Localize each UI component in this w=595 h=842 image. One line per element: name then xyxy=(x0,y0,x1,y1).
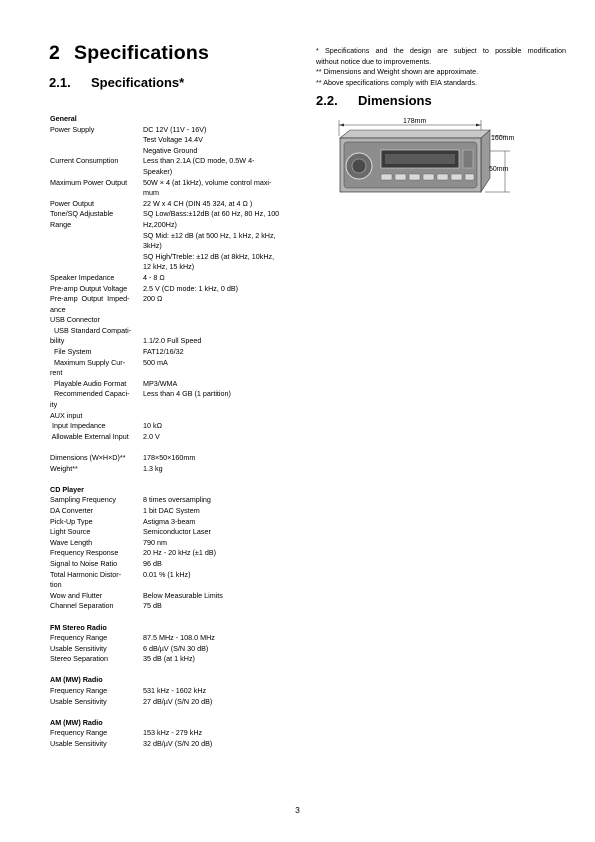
section-heading-dimensions xyxy=(316,93,432,108)
spec-value: Less than 4 GB (1 partition) xyxy=(143,389,231,399)
spec-row xyxy=(50,739,310,750)
spec-label: Channel Separation xyxy=(50,601,114,611)
spec-value: 8 times oversampling xyxy=(143,495,211,505)
chapter-title-text: Specifications xyxy=(74,42,210,64)
spec-label: Maximum Power Output xyxy=(50,177,128,187)
spec-label: Usable Sensitivity xyxy=(50,739,107,749)
spec-label: Usable Sensitivity xyxy=(50,696,107,706)
spec-value xyxy=(143,326,303,337)
spec-row xyxy=(50,347,310,358)
section-number: 2.1. xyxy=(49,75,71,90)
spec-label xyxy=(50,188,143,199)
spec-label: USB Standard Compati- xyxy=(50,325,132,335)
spec-value: 96 dB xyxy=(143,558,162,568)
spec-row xyxy=(50,188,310,199)
spec-label: ance xyxy=(50,304,66,314)
spec-value: mum xyxy=(143,188,159,198)
note-line: ** Above specifications comply with EIA standards. xyxy=(316,77,478,87)
spec-label: Power Supply xyxy=(50,124,95,134)
spec-label: Frequency Range xyxy=(50,633,108,643)
spec-row xyxy=(50,580,310,591)
spec-row xyxy=(50,209,310,220)
spec-row xyxy=(50,220,310,231)
spec-label: Recommended Capaci- xyxy=(50,389,130,399)
spec-value xyxy=(143,400,303,411)
spec-row xyxy=(50,400,310,411)
head-unit-body xyxy=(340,130,490,192)
spec-label xyxy=(50,252,143,263)
spec-label xyxy=(50,231,143,242)
spec-row xyxy=(50,506,310,517)
spec-label: File System xyxy=(50,347,92,357)
spec-row xyxy=(50,125,310,136)
spec-value: MP3/WMA xyxy=(143,378,178,388)
spec-label: Power Output xyxy=(50,198,94,208)
spec-value xyxy=(143,315,303,326)
spec-label: Usable Sensitivity xyxy=(50,643,107,653)
spec-row xyxy=(50,284,310,295)
spec-value: 1.1/2.0 Full Speed xyxy=(143,336,202,346)
spec-label xyxy=(50,146,143,157)
spec-label: Pick-Up Type xyxy=(50,516,93,526)
spec-row xyxy=(50,305,310,316)
spec-value: 4 - 8 Ω xyxy=(143,272,165,282)
spec-section-title: CD Player xyxy=(50,484,84,494)
spec-label: Playable Audio Format xyxy=(50,378,127,388)
spec-value xyxy=(143,305,303,316)
spec-label: Signal to Noise Ratio xyxy=(50,558,118,568)
spacer xyxy=(50,612,310,623)
spec-row xyxy=(50,262,310,273)
spec-row xyxy=(50,432,310,443)
spec-row xyxy=(50,601,310,612)
spec-value: SQ Mid: ±12 dB (at 500 Hz, 1 kHz, 2 kHz, xyxy=(143,230,276,240)
spec-row xyxy=(50,453,310,464)
spec-row xyxy=(50,199,310,210)
spec-value: 27 dB/µV (S/N 20 dB) xyxy=(143,696,213,706)
spec-value: 32 dB/µV (S/N 20 dB) xyxy=(143,739,213,749)
spec-row xyxy=(50,273,310,284)
spec-row xyxy=(50,464,310,475)
spec-label: Frequency Range xyxy=(50,686,108,696)
spec-label: Weight** xyxy=(50,463,78,473)
spec-label: Wave Length xyxy=(50,537,93,547)
spec-value: 790 nm xyxy=(143,537,167,547)
spec-row xyxy=(50,368,310,379)
spec-value: 531 kHz - 1602 kHz xyxy=(143,686,207,696)
spec-label xyxy=(50,262,143,273)
spec-label: AUX input xyxy=(50,410,83,420)
spec-section-title: AM (MW) Radio xyxy=(50,717,103,727)
spec-value: 500 mA xyxy=(143,357,168,367)
spec-section-title: AM (MW) Radio xyxy=(50,675,103,685)
spec-value: 22 W x 4 CH (DIN 45 324, at 4 Ω ) xyxy=(143,198,253,208)
spec-value: 2.5 V (CD mode: 1 kHz, 0 dB) xyxy=(143,283,239,293)
spec-value xyxy=(143,368,303,379)
spec-row xyxy=(50,591,310,602)
spec-row xyxy=(50,697,310,708)
spec-label: Range xyxy=(50,219,72,229)
spec-label: DA Converter xyxy=(50,505,94,515)
spec-row xyxy=(50,379,310,390)
spec-label: Stereo Separation xyxy=(50,654,108,664)
section-number: 2.2. xyxy=(316,93,338,108)
spec-section-title: General xyxy=(50,114,77,123)
spec-value: 2.0 V xyxy=(143,431,160,441)
spec-value: Hz,200Hz) xyxy=(143,219,177,229)
spec-row xyxy=(50,548,310,559)
spec-value: 0.01 % (1 kHz) xyxy=(143,569,191,579)
spec-label: Input Impedance xyxy=(50,421,106,431)
spec-label: bility xyxy=(50,336,65,346)
spec-row xyxy=(50,231,310,242)
spec-row xyxy=(50,644,310,655)
spec-value: 75 dB xyxy=(143,601,162,611)
spec-value: 35 dB (at 1 kHz) xyxy=(143,654,195,664)
spec-row xyxy=(50,538,310,549)
spec-label: Maximum Supply Cur- xyxy=(50,357,126,367)
spec-row xyxy=(50,326,310,337)
spec-row xyxy=(50,241,310,252)
spec-value: Negative Ground xyxy=(143,145,198,155)
spec-value: 50W × 4 (at 1kHz), volume control maxi- xyxy=(143,177,272,187)
spec-row xyxy=(50,421,310,432)
spec-value: 20 Hz - 20 kHz (±1 dB) xyxy=(143,548,217,558)
spec-value: Less than 2.1A (CD mode, 0.5W 4- xyxy=(143,156,255,166)
spec-label: Allowable External Input xyxy=(50,431,129,441)
spec-label: Pre-amp Output Voltage xyxy=(50,283,128,293)
spec-row xyxy=(50,358,310,369)
spec-row xyxy=(50,411,310,422)
spec-label: ity xyxy=(50,400,58,410)
spec-value: 10 kΩ xyxy=(143,421,162,431)
spec-label: Frequency Range xyxy=(50,728,108,738)
spec-value: 1.3 kg xyxy=(143,463,163,473)
spec-label xyxy=(50,241,143,252)
spec-row xyxy=(50,336,310,347)
spec-table xyxy=(50,114,310,750)
note-line: * Specifications and the design are subject to possible modification xyxy=(316,46,566,55)
spec-value xyxy=(143,411,303,422)
spec-row xyxy=(50,178,310,189)
spec-row xyxy=(50,389,310,400)
spec-row xyxy=(50,294,310,305)
spec-row xyxy=(50,146,310,157)
spec-label: Light Source xyxy=(50,527,91,537)
chapter-number: 2 xyxy=(49,42,61,64)
spec-value: 6 dB/µV (S/N 30 dB) xyxy=(143,643,209,653)
spec-value: 178×50×160mm xyxy=(143,453,196,462)
spec-value: 3kHz) xyxy=(143,241,162,251)
spec-value: 200 Ω xyxy=(143,294,163,304)
note-line: ** Dimensions and Weight shown are approximate. xyxy=(316,67,479,76)
spec-label xyxy=(50,135,143,146)
section-title: Dimensions xyxy=(358,93,432,108)
spec-value: FAT12/16/32 xyxy=(143,347,184,357)
spec-label: Pre-amp Output Imped- xyxy=(50,294,130,304)
width-label: 178mm xyxy=(403,118,427,125)
spacer xyxy=(50,442,310,453)
height-label: 50mm xyxy=(489,166,509,173)
depth-label: 160mm xyxy=(491,135,515,142)
spec-label: Wow and Flutter xyxy=(50,590,103,600)
spec-label: USB Connector xyxy=(50,315,100,325)
spec-row xyxy=(50,570,310,581)
unit-dimension-drawing xyxy=(335,116,515,198)
spec-label: tion xyxy=(50,580,62,590)
spec-value: 1 bit DAC System xyxy=(143,505,200,515)
spec-label: Total Harmonic Distor- xyxy=(50,569,122,579)
spacer xyxy=(50,707,310,718)
spec-value: Below Measurable Limits xyxy=(143,590,223,600)
spec-row xyxy=(50,167,310,178)
chapter-title xyxy=(49,42,209,65)
spec-value: Test Voltage 14.4V xyxy=(143,135,203,145)
spec-row xyxy=(50,517,310,528)
spec-section-title: FM Stereo Radio xyxy=(50,622,107,632)
spec-row xyxy=(50,495,310,506)
page-number: 3 xyxy=(295,805,300,815)
spec-row xyxy=(50,654,310,665)
spacer xyxy=(50,665,310,676)
note-line: without notice due to improvements. xyxy=(316,56,432,66)
spacer xyxy=(50,474,310,485)
spec-label: rent xyxy=(50,368,63,378)
spec-row xyxy=(50,686,310,697)
spec-value: SQ High/Treble: ±12 dB (at 8kHz, 10kHz, xyxy=(143,251,275,261)
spec-row xyxy=(50,527,310,538)
spec-value: SQ Low/Bass:±12dB (at 60 Hz, 80 Hz, 100 xyxy=(143,209,280,219)
spec-value: 12 kHz, 15 kHz) xyxy=(143,262,195,272)
spec-value: Semiconductor Laser xyxy=(143,527,211,537)
spec-label xyxy=(50,167,143,178)
spec-label: Speaker Impedance xyxy=(50,272,115,282)
section-heading-specifications xyxy=(49,75,184,90)
spec-value: Astigma 3-beam xyxy=(143,516,196,526)
footnotes xyxy=(316,46,566,88)
spec-row xyxy=(50,252,310,263)
spec-label: Frequency Response xyxy=(50,548,119,558)
spec-row xyxy=(50,559,310,570)
spec-row xyxy=(50,135,310,146)
spec-value: 153 kHz - 279 kHz xyxy=(143,728,203,738)
spec-row xyxy=(50,633,310,644)
spec-value: Speaker) xyxy=(143,166,173,176)
spec-value xyxy=(143,580,303,591)
spec-row xyxy=(50,315,310,326)
spec-label: Dimensions (W×H×D)** xyxy=(50,453,126,462)
spec-label: Sampling Frequency xyxy=(50,495,116,505)
spec-value: DC 12V (11V - 16V) xyxy=(143,124,207,134)
spec-row xyxy=(50,728,310,739)
spec-row xyxy=(50,156,310,167)
spec-value: 87.5 MHz - 108.0 MHz xyxy=(143,633,215,643)
spec-label: Current Consumption xyxy=(50,156,119,166)
spec-label: Tone/SQ Adjustable xyxy=(50,209,114,219)
section-title: Specifications* xyxy=(91,75,185,90)
